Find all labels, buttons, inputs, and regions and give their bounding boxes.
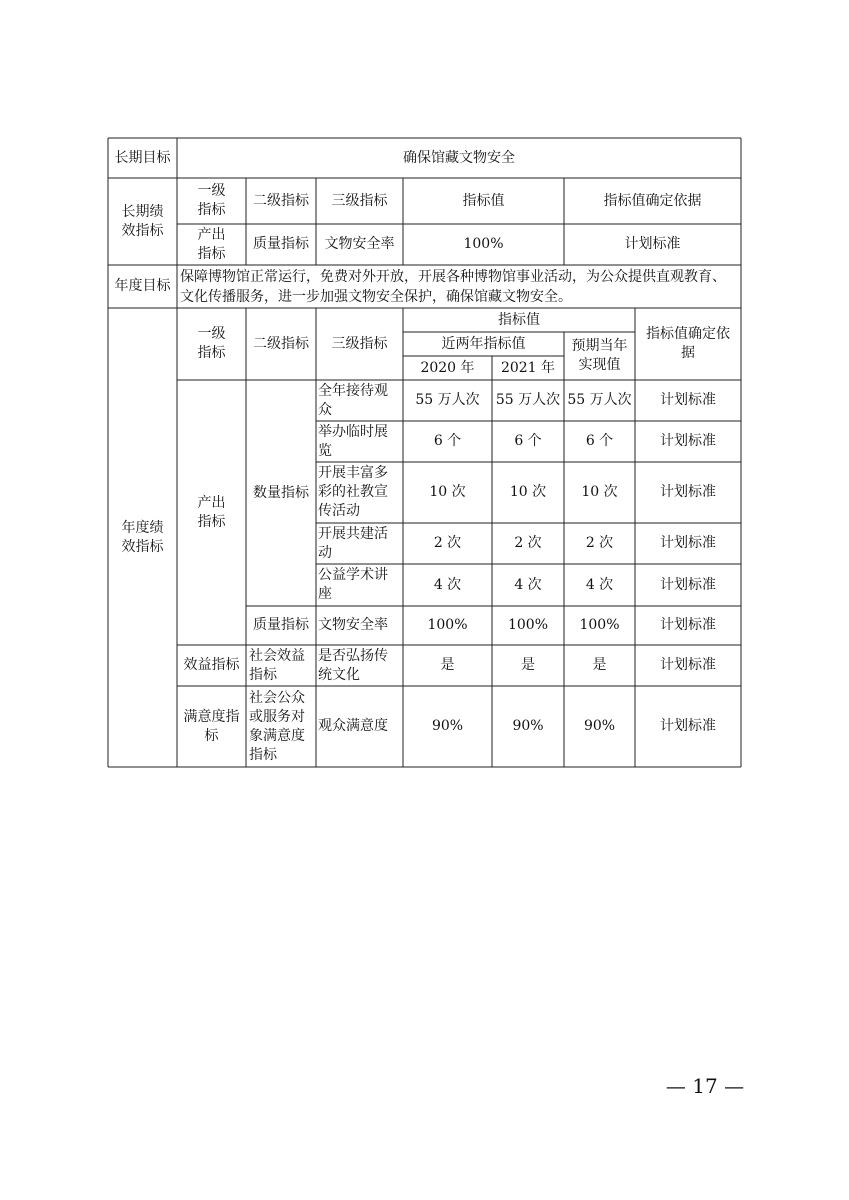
an-row-2020: 6 个 bbox=[433, 433, 462, 449]
an-row-name: 举办临时展览 bbox=[318, 423, 388, 459]
an-header-indicator-value: 指标值 bbox=[498, 311, 540, 328]
an-row-name: 公益学术讲座 bbox=[318, 567, 388, 602]
an-row-basis: 计划标准 bbox=[660, 433, 716, 449]
an-row-basis: 计划标准 bbox=[660, 657, 716, 673]
an-row-name: 文物安全率 bbox=[318, 617, 388, 633]
an-row-expected: 10 次 bbox=[581, 484, 618, 500]
an-row-basis: 计划标准 bbox=[660, 392, 716, 408]
an-level1-output: 产出指标 bbox=[197, 494, 226, 530]
an-header-recent-two-years: 近两年指标值 bbox=[441, 335, 526, 352]
an-header-expected: 预期当年实现值 bbox=[571, 338, 628, 373]
an-row-basis: 计划标准 bbox=[660, 718, 716, 734]
an-row-2020: 100% bbox=[427, 617, 468, 633]
an-row-basis: 计划标准 bbox=[660, 535, 716, 551]
an-row-2020: 55 万人次 bbox=[415, 392, 480, 408]
an-row-name: 观众满意度 bbox=[318, 718, 388, 734]
lt-row-level3: 文物安全率 bbox=[324, 236, 395, 252]
lt-header-level1: 一级指标 bbox=[197, 183, 226, 218]
an-level2-satisfaction: 社会公众或服务对象满意度指标 bbox=[249, 689, 305, 763]
long-term-goal-label: 长期目标 bbox=[114, 149, 171, 166]
an-row-basis: 计划标准 bbox=[660, 484, 716, 500]
an-row-expected: 是 bbox=[592, 657, 607, 673]
lt-row-value: 100% bbox=[463, 236, 504, 252]
an-row-expected: 2 次 bbox=[585, 535, 614, 551]
an-level1-benefit: 效益指标 bbox=[183, 657, 240, 673]
an-header-level3: 三级指标 bbox=[331, 335, 388, 352]
an-row-name: 开展丰富多彩的社教宣传活动 bbox=[318, 465, 388, 519]
an-row-2020: 是 bbox=[440, 657, 455, 673]
an-header-level1: 一级指标 bbox=[197, 326, 226, 361]
an-row-expected: 100% bbox=[579, 617, 620, 633]
an-header-2021: 2021 年 bbox=[500, 359, 556, 376]
lt-header-value: 指标值 bbox=[462, 192, 505, 209]
an-row-name: 全年接待观众 bbox=[318, 382, 388, 418]
an-header-basis: 指标值确定依据 bbox=[646, 326, 730, 361]
lt-row-level2: 质量指标 bbox=[253, 236, 309, 252]
lt-row-level1: 产出指标 bbox=[197, 226, 226, 262]
an-row-2021: 6 个 bbox=[514, 433, 542, 449]
an-row-expected: 90% bbox=[583, 718, 616, 734]
an-row-2021: 2 次 bbox=[514, 535, 542, 551]
an-row-2020: 2 次 bbox=[433, 535, 462, 551]
an-row-2021: 55 万人次 bbox=[495, 392, 561, 408]
long-term-indicators-label: 长期绩效指标 bbox=[121, 203, 164, 239]
lt-header-level3: 三级指标 bbox=[331, 192, 388, 209]
an-row-basis: 计划标准 bbox=[660, 576, 716, 593]
lt-row-basis: 计划标准 bbox=[624, 236, 681, 252]
an-level2-quantity: 数量指标 bbox=[253, 484, 309, 501]
an-row-2020: 4 次 bbox=[433, 576, 462, 593]
an-level2-quality: 质量指标 bbox=[253, 617, 309, 633]
an-level1-satisfaction: 满意度指标 bbox=[183, 708, 240, 744]
an-row-basis: 计划标准 bbox=[660, 617, 716, 633]
annual-goal-label: 年度目标 bbox=[114, 278, 171, 294]
an-row-expected: 55 万人次 bbox=[567, 392, 632, 408]
page-number: — 17 — bbox=[665, 1074, 745, 1098]
an-row-2020: 10 次 bbox=[429, 484, 466, 500]
annual-goal-value: 保障博物馆正常运行，免费对外开放，开展各种博物馆事业活动，为公众提供直观教育、文化传播服务，进一步加强文物安全保护，确保馆藏文物安全。 bbox=[180, 268, 726, 305]
an-row-expected: 4 次 bbox=[585, 576, 614, 593]
lt-header-level2: 二级指标 bbox=[253, 192, 309, 209]
an-row-2021: 是 bbox=[521, 657, 535, 673]
long-term-goal-value: 确保馆藏文物安全 bbox=[403, 149, 515, 166]
an-row-2021: 90% bbox=[512, 718, 544, 734]
annual-indicators-label: 年度绩效指标 bbox=[121, 519, 164, 555]
an-row-2021: 4 次 bbox=[514, 576, 542, 593]
an-row-name: 是否弘扬传统文化 bbox=[318, 647, 388, 683]
lt-header-basis: 指标值确定依据 bbox=[603, 192, 702, 209]
an-row-name: 开展共建活动 bbox=[318, 525, 388, 561]
an-header-2020: 2020 年 bbox=[420, 359, 475, 376]
an-level2-social-benefit: 社会效益指标 bbox=[249, 647, 305, 683]
an-row-2021: 100% bbox=[507, 617, 549, 633]
an-header-level2: 二级指标 bbox=[253, 335, 309, 352]
an-row-2021: 10 次 bbox=[509, 484, 547, 500]
an-row-expected: 6 个 bbox=[585, 433, 614, 449]
an-row-2020: 90% bbox=[431, 718, 464, 734]
